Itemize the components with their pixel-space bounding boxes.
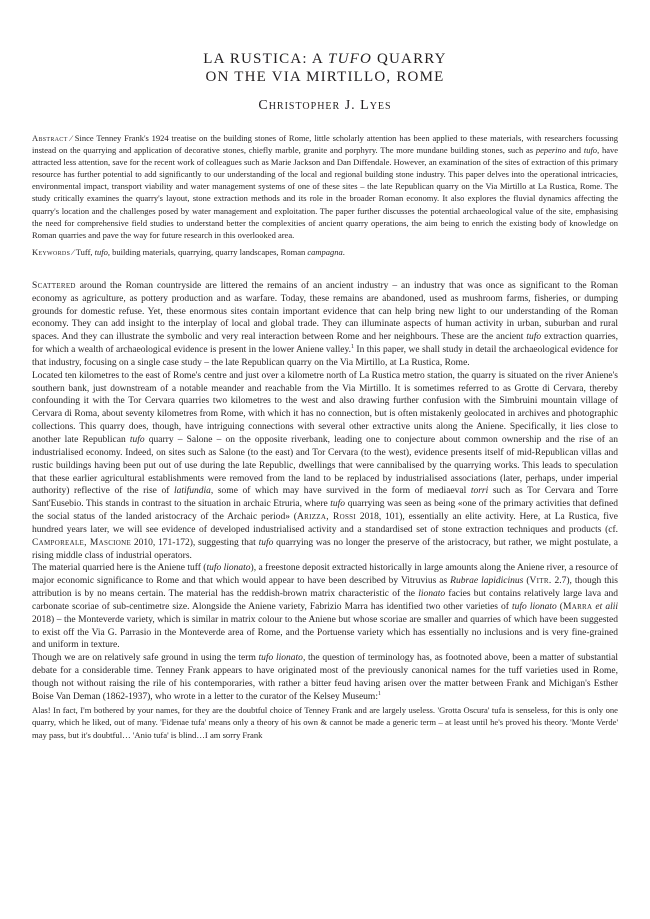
article-title: [32, 0, 618, 86]
paragraph-4: Though we are on relatively safe ground in using the term tufo lionato, the question of terminology has, as footnoted above, been a matter of substantial debate for a considerable time. Tenney Frank appears to have originated most of the previously canonical names for the tuff varieties used in Rome, though not without raising the rile of his contemporaries, with rather a bitter feud having arisen over the matter between Frank and Michigan's Esther Boise Van Deman (1862-1937), who wrote in a letter to the curator of the Kelsey Museum:$^1$: [32, 653, 618, 702]
abstract-label: Abstract: [32, 133, 68, 143]
footnote-marker: 1: [350, 343, 354, 350]
paragraph-1: Scattered around the Roman countryside are littered the remains of an ancient industry – an industry that was once as significant to the Roman economy as agriculture, as pottery production and as warfare. Today, these remains are abandoned, used as mushroom farms, fisheries, or dumping grounds for domestic refuse. Yet, these enormous sites contain important evidence that can help bring new light to our understanding of the Roman economy. They can add insight to the interplay of local and global trade. They can illuminate aspects of human activity in urban, suburban and rural spaces. And they can illustrate the symbolic and very real interaction between Rome and her neighbours. These are the ancient tufo extraction quarries, for which a wealth of archaeological evidence is present in the lower Aniene valley.$^1$ In this paper, we shall study in detail the archaeological evidence for that industry, focusing on a single case study – the late Republican quarry on the Via Mirtillo, at La Rustica, Rome.: [32, 280, 619, 368]
article-body: [32, 280, 618, 741]
lead-in: Scattered: [32, 280, 76, 291]
keywords-label: Keywords: [32, 246, 71, 257]
title-line-1: LA RUSTICA: A TUFO QUARRY: [203, 51, 447, 67]
abstract: Abstract ∕ Since Tenney Frank's 1924 treatise on the building stones of Rome, little scholarly attention has been applied to these materials, with researchers focussing instead on the quarrying and application of decorative stones, chiefly marble, granite and porphyry. The more mundane building stones, such as peperino and tufo, have attracted less attention, save for the recent work of colleagues such as Marie Jackson and Dan Diffendale. However, an examination of the sites of extraction of this primary resource has further potential to add significantly to our understanding of the local and regional building stone industry. This paper delves into the operational intricacies, environmental impact, transport viability and water management systems of one of these sites – the late Republican quarry on the Via Mirtillo at La Rustica, Rome. The study critically examines the quarry's layout, stone extraction methods and its role in the broader Roman economy. It also explores the fluvial dynamics affecting the quarry's location and the challenges posed by water management and exploitation. The paper further discusses the potential archaeological value of the site, emphasising the need for comprehensive field studies to understand better the complexities of ancient quarry operations, the aim being to enrich the existing body of knowledge on Roman quarries and pave the way for future research in this overlooked area.: [32, 133, 618, 240]
keywords: Keywords ∕ Tuff, tufo, building materials, quarrying, quarry landscapes, Roman campagna.: [32, 246, 345, 257]
citation-author: Camporeale, Mascione: [32, 537, 132, 548]
block-quote: Alas! In fact, I'm bothered by your names, for they are the doubtful choice of Tenney Frank and are largely useless. 'Grotta Oscura' tufa is senseless, for this is only one quarry, which he liked, out of many. 'Fidenae tufa' means only a theory of his own & cannot be made a generic term – at least until he's proved his theory. 'Monte Verde' may pass, but it's doubtful… 'Anio tufa' is blind…I am sorry Frank: [32, 704, 618, 740]
author-name: Christopher J. Lyes: [258, 98, 392, 113]
citation-author: Arizza, Rossi: [296, 512, 357, 523]
title-line-2: ON THE VIA MIRTILLO, ROME: [205, 69, 445, 85]
citation-author: Marra: [562, 601, 593, 612]
paragraph-2: Located ten kilometres to the east of Rome's centre and just over a kilometre north of La Rustica metro station, the quarry is situated on the river Aniene's southern bank, just downstream of a notable meander and reachable from the Via Mirtillo. It is sometimes referred to as Grotte di Cervara, thereby confounding it with the Tor Cervara quarries two kilometres to the west and also drawing further confusion with the Simbruini mountain village of Cervara di Roma, about seventy kilometres from Rome, with which it has no connection, but is often mistakenly geolocated in archives and photographic collections. This quarry does, though, have intriguing connections with several other extractive units along the Aniene. Specifically, it lies close to another late Republican tufo quarry – Salone – on the opposite riverbank, leading one to conjecture about common ownership and the rise of an industrialised economy. Indeed, on sites such as Salone (to the east) and Tor Cervara (to the west), evidence presents itself of mid-Republican villas and rustic buildings having been put out of use during the late Republic, dwellings that were cannibalised by the quarrying works. This leads to speculation that these earlier agricultural establishments were removed from the land to be replaced by industrialised associations (later, perhaps, under imperial authority) reflective of the rise of latifundia, some of which may have survived in the form of mediaeval torri such as Tor Cervara and Torre Sant'Eusebio. This stands in contrast to the situation in archaic Etruria, where tufo quarrying was seen as being «one of the primary activities that defined the social status of the landed aristocracy of the Archaic period» (Arizza, Rossi 2018, 101), essentially an elite activity. Here, at La Rustica, five hundred years later, we will see evidence of developed industrialised activity and a standardised set of stone extraction techniques and products (cf. Camporeale, Mascione 2010, 171-172), suggesting that tufo quarrying was no longer the preserve of the aristocracy, but rather, we might postulate, a rising middle class of industrial operators.: [32, 370, 619, 561]
footnote-marker: 1: [377, 690, 381, 697]
citation-author: Vitr.: [529, 576, 552, 587]
paragraph-3: The material quarried here is the Aniene tuff (tufo lionato), a freestone deposit extracted historically in large amounts along the Aniene river, a resource of major economic significance to Rome and that which would appear to have been described by Vitruvius as Rubrae lapidicinus (Vitr. 2.7), though this attribution is by no means certain. The material has the reddish-brown matrix characteristic of the lionato facies but contains relatively large lava and carbonate scoriae of sub-centimetre size. Alongside the Aniene variety, Fabrizio Marra has identified two other varieties of tufo lionato (Marra et alii 2018) – the Monteverde variety, which is similar in matrix colour to the Aniene but whose scoriae are smaller and quarries of which have been suggested to exist off the Via G. Parrasio in the Monteverde area of Rome, and the Portuense variety which has essentially no inclusions and is very fine-grained and uniform in texture.: [32, 563, 619, 651]
